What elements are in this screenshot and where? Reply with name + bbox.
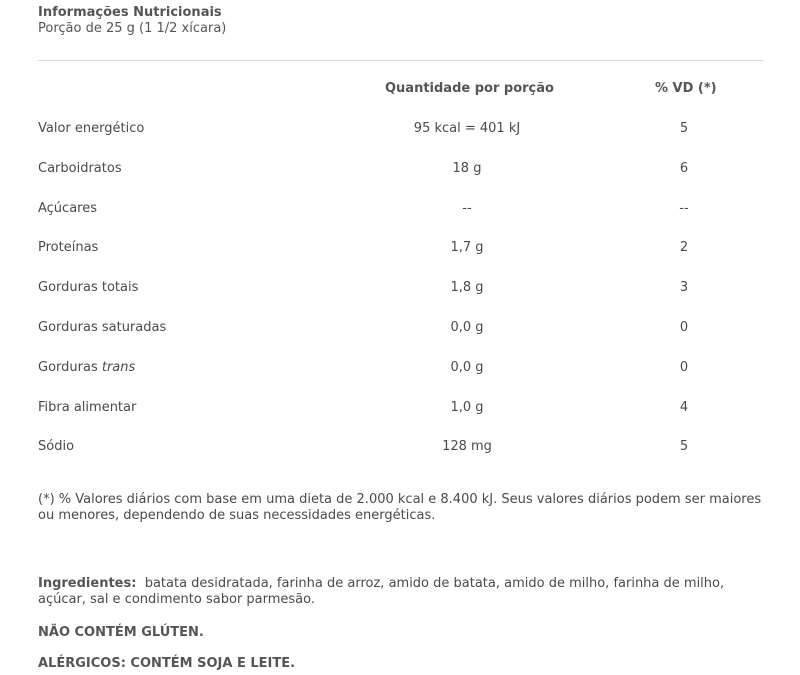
nutrient-vd: 5: [679, 121, 689, 136]
ingredients-label: Ingredientes:: [38, 576, 137, 591]
nutrient-vd: 0: [679, 320, 689, 335]
nutrient-quantity: --: [462, 201, 472, 216]
nutrition-title: Informações Nutricionais: [38, 5, 222, 20]
nutrient-name: Sódio: [38, 439, 75, 454]
table-row-total-fat: [0, 280, 800, 300]
nutrient-vd: 5: [679, 439, 689, 454]
table-row-proteins: [0, 240, 800, 260]
nutrient-name: Carboidratos: [38, 161, 122, 176]
nutrition-header: [38, 5, 226, 37]
table-row-saturated-fat: [0, 320, 800, 340]
nutrient-quantity: 128 mg: [442, 439, 492, 454]
nutrient-vd: 6: [679, 161, 689, 176]
ingredients-block: [38, 576, 768, 608]
ingredients-text: batata desidratada, farinha de arroz, amido de batata, amido de milho, farinha de milho, açúcar, sal e condimento sabor parmesão.: [38, 576, 725, 607]
column-header-quantity: Quantidade por porção: [385, 81, 554, 96]
nutrient-quantity: 95 kcal = 401 kJ: [413, 121, 521, 136]
nutrient-quantity: 18 g: [452, 161, 482, 176]
table-row-fiber: [0, 400, 800, 420]
column-header-vd: % VD (*): [655, 81, 717, 96]
nutrient-name: Gorduras totais: [38, 280, 139, 295]
nutrient-vd: 0: [679, 360, 689, 375]
nutrient-name: Gorduras saturadas: [38, 320, 167, 335]
header-divider: [38, 60, 764, 61]
nutrient-vd: 3: [679, 280, 689, 295]
nutrient-vd: 2: [679, 240, 689, 255]
nutrient-name: Fibra alimentar: [38, 400, 137, 415]
nutrient-name: [38, 360, 135, 375]
table-row-energy: [0, 121, 800, 141]
table-row-sodium: [0, 439, 800, 459]
table-row-trans-fat: [0, 360, 800, 380]
daily-values-footnote: (*) % Valores diários com base em uma dieta de 2.000 kcal e 8.400 kJ. Seus valores diários podem ser maiores ou menores, dependendo de suas necessidades energéticas.: [38, 492, 762, 523]
nutrient-name: Proteínas: [38, 240, 99, 255]
gluten-notice: NÃO CONTÉM GLÚTEN.: [38, 625, 204, 640]
nutrient-quantity: 0,0 g: [450, 320, 484, 335]
nutrient-quantity: 1,7 g: [450, 240, 484, 255]
nutrient-quantity: 0,0 g: [450, 360, 484, 375]
table-row-sugars: [0, 201, 800, 221]
nutrient-vd: --: [679, 201, 689, 216]
nutrient-quantity: 1,8 g: [450, 280, 484, 295]
nutrient-vd: 4: [679, 400, 689, 415]
portion-size: Porção de 25 g (1 1/2 xícara): [38, 21, 227, 36]
nutrient-name: Açúcares: [38, 201, 97, 216]
allergen-notice: ALÉRGICOS: CONTÉM SOJA E LEITE.: [38, 656, 296, 671]
nutrient-quantity: 1,0 g: [450, 400, 484, 415]
nutrient-name-prefix: Gorduras: [38, 360, 102, 375]
table-row-carbs: [0, 161, 800, 181]
nutrient-name-italic: trans: [101, 360, 136, 375]
nutrient-name: Valor energético: [38, 121, 145, 136]
